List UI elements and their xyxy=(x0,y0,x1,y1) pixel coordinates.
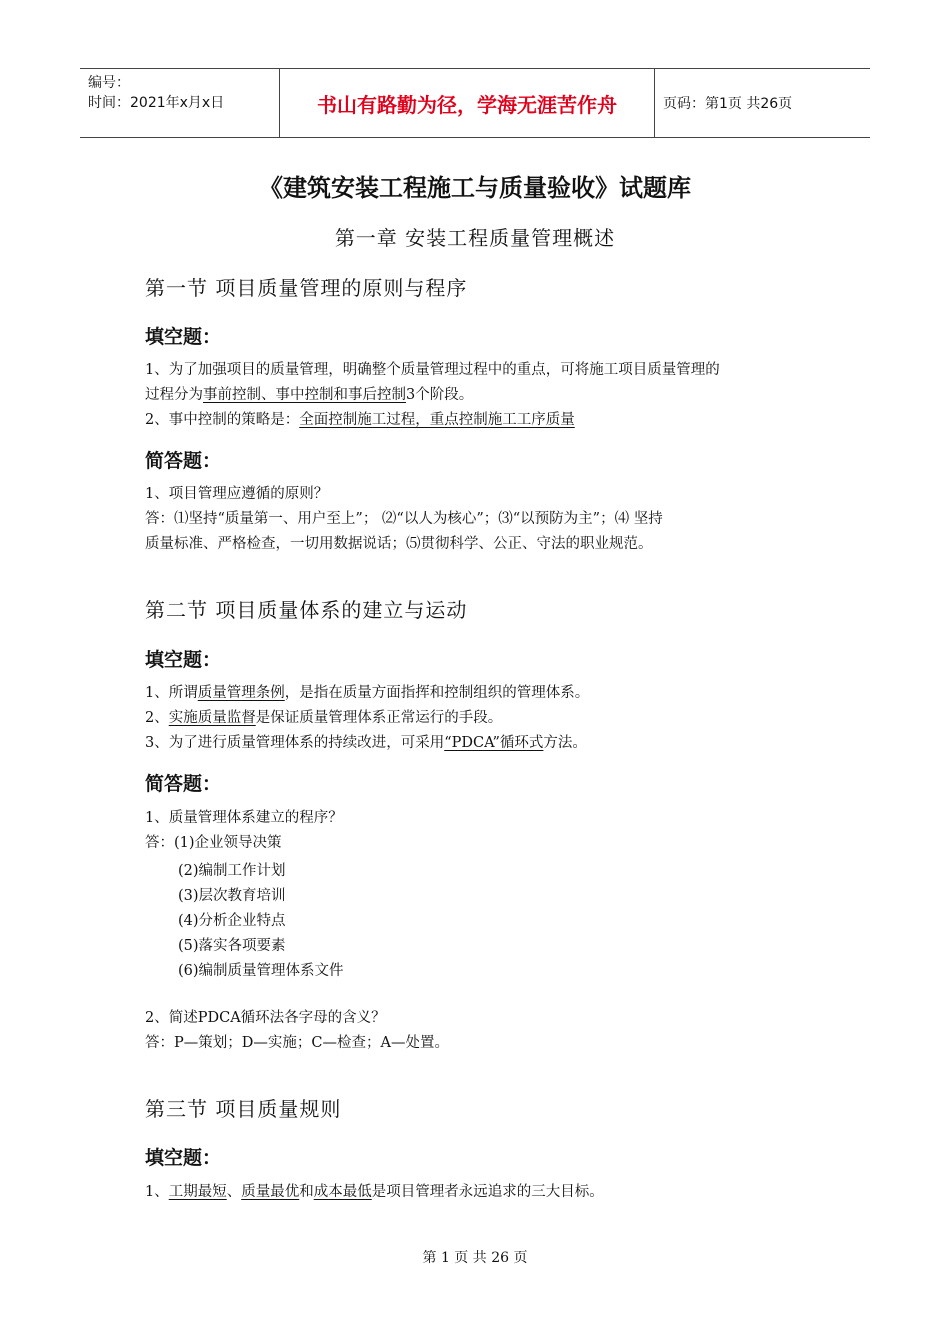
page-footer: 第 1 页 共 26 页 xyxy=(422,1250,528,1266)
answer-blank: 事前控制、事中控制和事后控制 xyxy=(203,387,406,403)
answer-blank: 工期最短 xyxy=(168,1184,227,1200)
section-2-short-heading: 简答题： xyxy=(145,773,222,795)
sec1-short-a1-line1: 答：⑴坚持“质量第一、用户至上”； ⑵“以人为核心”；⑶“以预防为主”；⑷ 坚持 xyxy=(145,511,663,527)
section-1-title: 第一节 项目质量管理的原则与程序 xyxy=(145,276,468,300)
sec2-short-a1-step: (6)编制质量管理体系文件 xyxy=(178,963,344,979)
sec1-fill-q1-line2: 过程分为事前控制、事中控制和事后控制3个阶段。 xyxy=(145,387,474,403)
answer-blank: 质量最优 xyxy=(241,1184,300,1200)
sec2-fill-q3: 3、为了进行质量管理体系的持续改进，可采用“PDCA”循环式方法。 xyxy=(145,735,587,751)
section-3-fill-heading: 填空题： xyxy=(145,1147,222,1169)
motto: 书山有路勤为径，学海无涯苦作舟 xyxy=(280,69,655,137)
answer-blank: 全面控制施工过程，重点控制施工工序质量 xyxy=(299,412,575,428)
sec2-fill-q2: 2、实施质量监督是保证质量管理体系正常运行的手段。 xyxy=(145,710,503,726)
sec1-short-q1: 1、项目管理应遵循的原则？ xyxy=(145,486,329,502)
header-left-cell xyxy=(80,69,280,137)
document-title: 《建筑安装工程施工与质量验收》试题库 xyxy=(259,174,691,202)
section-2-fill-heading: 填空题： xyxy=(145,649,222,671)
sec2-short-a2: 答：P—策划；D—实施；C—检查；A—处置。 xyxy=(145,1035,449,1051)
sec2-short-a1-step: (5)落实各项要素 xyxy=(178,938,286,954)
time-label: 时间：2021年x月x日 xyxy=(88,95,225,111)
header-table xyxy=(80,68,870,138)
sec3-fill-q1: 1、工期最短、质量最优和成本最低是项目管理者永远追求的三大目标。 xyxy=(145,1184,604,1200)
sec2-short-a1-step: (2)编制工作计划 xyxy=(178,863,286,879)
sec2-short-a1-step: (4)分析企业特点 xyxy=(178,913,286,929)
answer-blank: 实施质量监督 xyxy=(168,710,256,726)
number-label: 编号： xyxy=(88,75,130,91)
sec1-fill-q1-line1: 1、为了加强项目的质量管理，明确整个质量管理过程中的重点，可将施工项目质量管理的 xyxy=(145,362,720,378)
sec1-short-a1-line2: 质量标准、严格检查，一切用数据说话；⑸贯彻科学、公正、守法的职业规范。 xyxy=(145,536,653,552)
page-info: 页码：第1页 共26页 xyxy=(663,96,793,112)
section-2-title: 第二节 项目质量体系的建立与运动 xyxy=(145,598,468,622)
sec2-short-q1: 1、质量管理体系建立的程序？ xyxy=(145,810,343,826)
answer-blank: “PDCA”循环式 xyxy=(444,735,544,751)
sec1-fill-q2: 2、事中控制的策略是：全面控制施工过程，重点控制施工工序质量 xyxy=(145,412,575,428)
answer-blank: 质量管理条例 xyxy=(197,685,285,701)
chapter-title: 第一章 安装工程质量管理概述 xyxy=(334,226,616,250)
answer-blank: 成本最低 xyxy=(313,1184,372,1200)
sec2-short-q2: 2、简述PDCA循环法各字母的含义？ xyxy=(145,1010,386,1026)
section-1-fill-heading: 填空题： xyxy=(145,326,222,348)
sec2-short-a1-first: 答：(1)企业领导决策 xyxy=(145,835,282,851)
sec2-fill-q1: 1、所谓质量管理条例，是指在质量方面指挥和控制组织的管理体系。 xyxy=(145,685,590,701)
sec2-short-a1-step: (3)层次教育培训 xyxy=(178,888,286,904)
section-1-short-heading: 简答题： xyxy=(145,450,222,472)
section-3-title: 第三节 项目质量规则 xyxy=(145,1097,342,1121)
